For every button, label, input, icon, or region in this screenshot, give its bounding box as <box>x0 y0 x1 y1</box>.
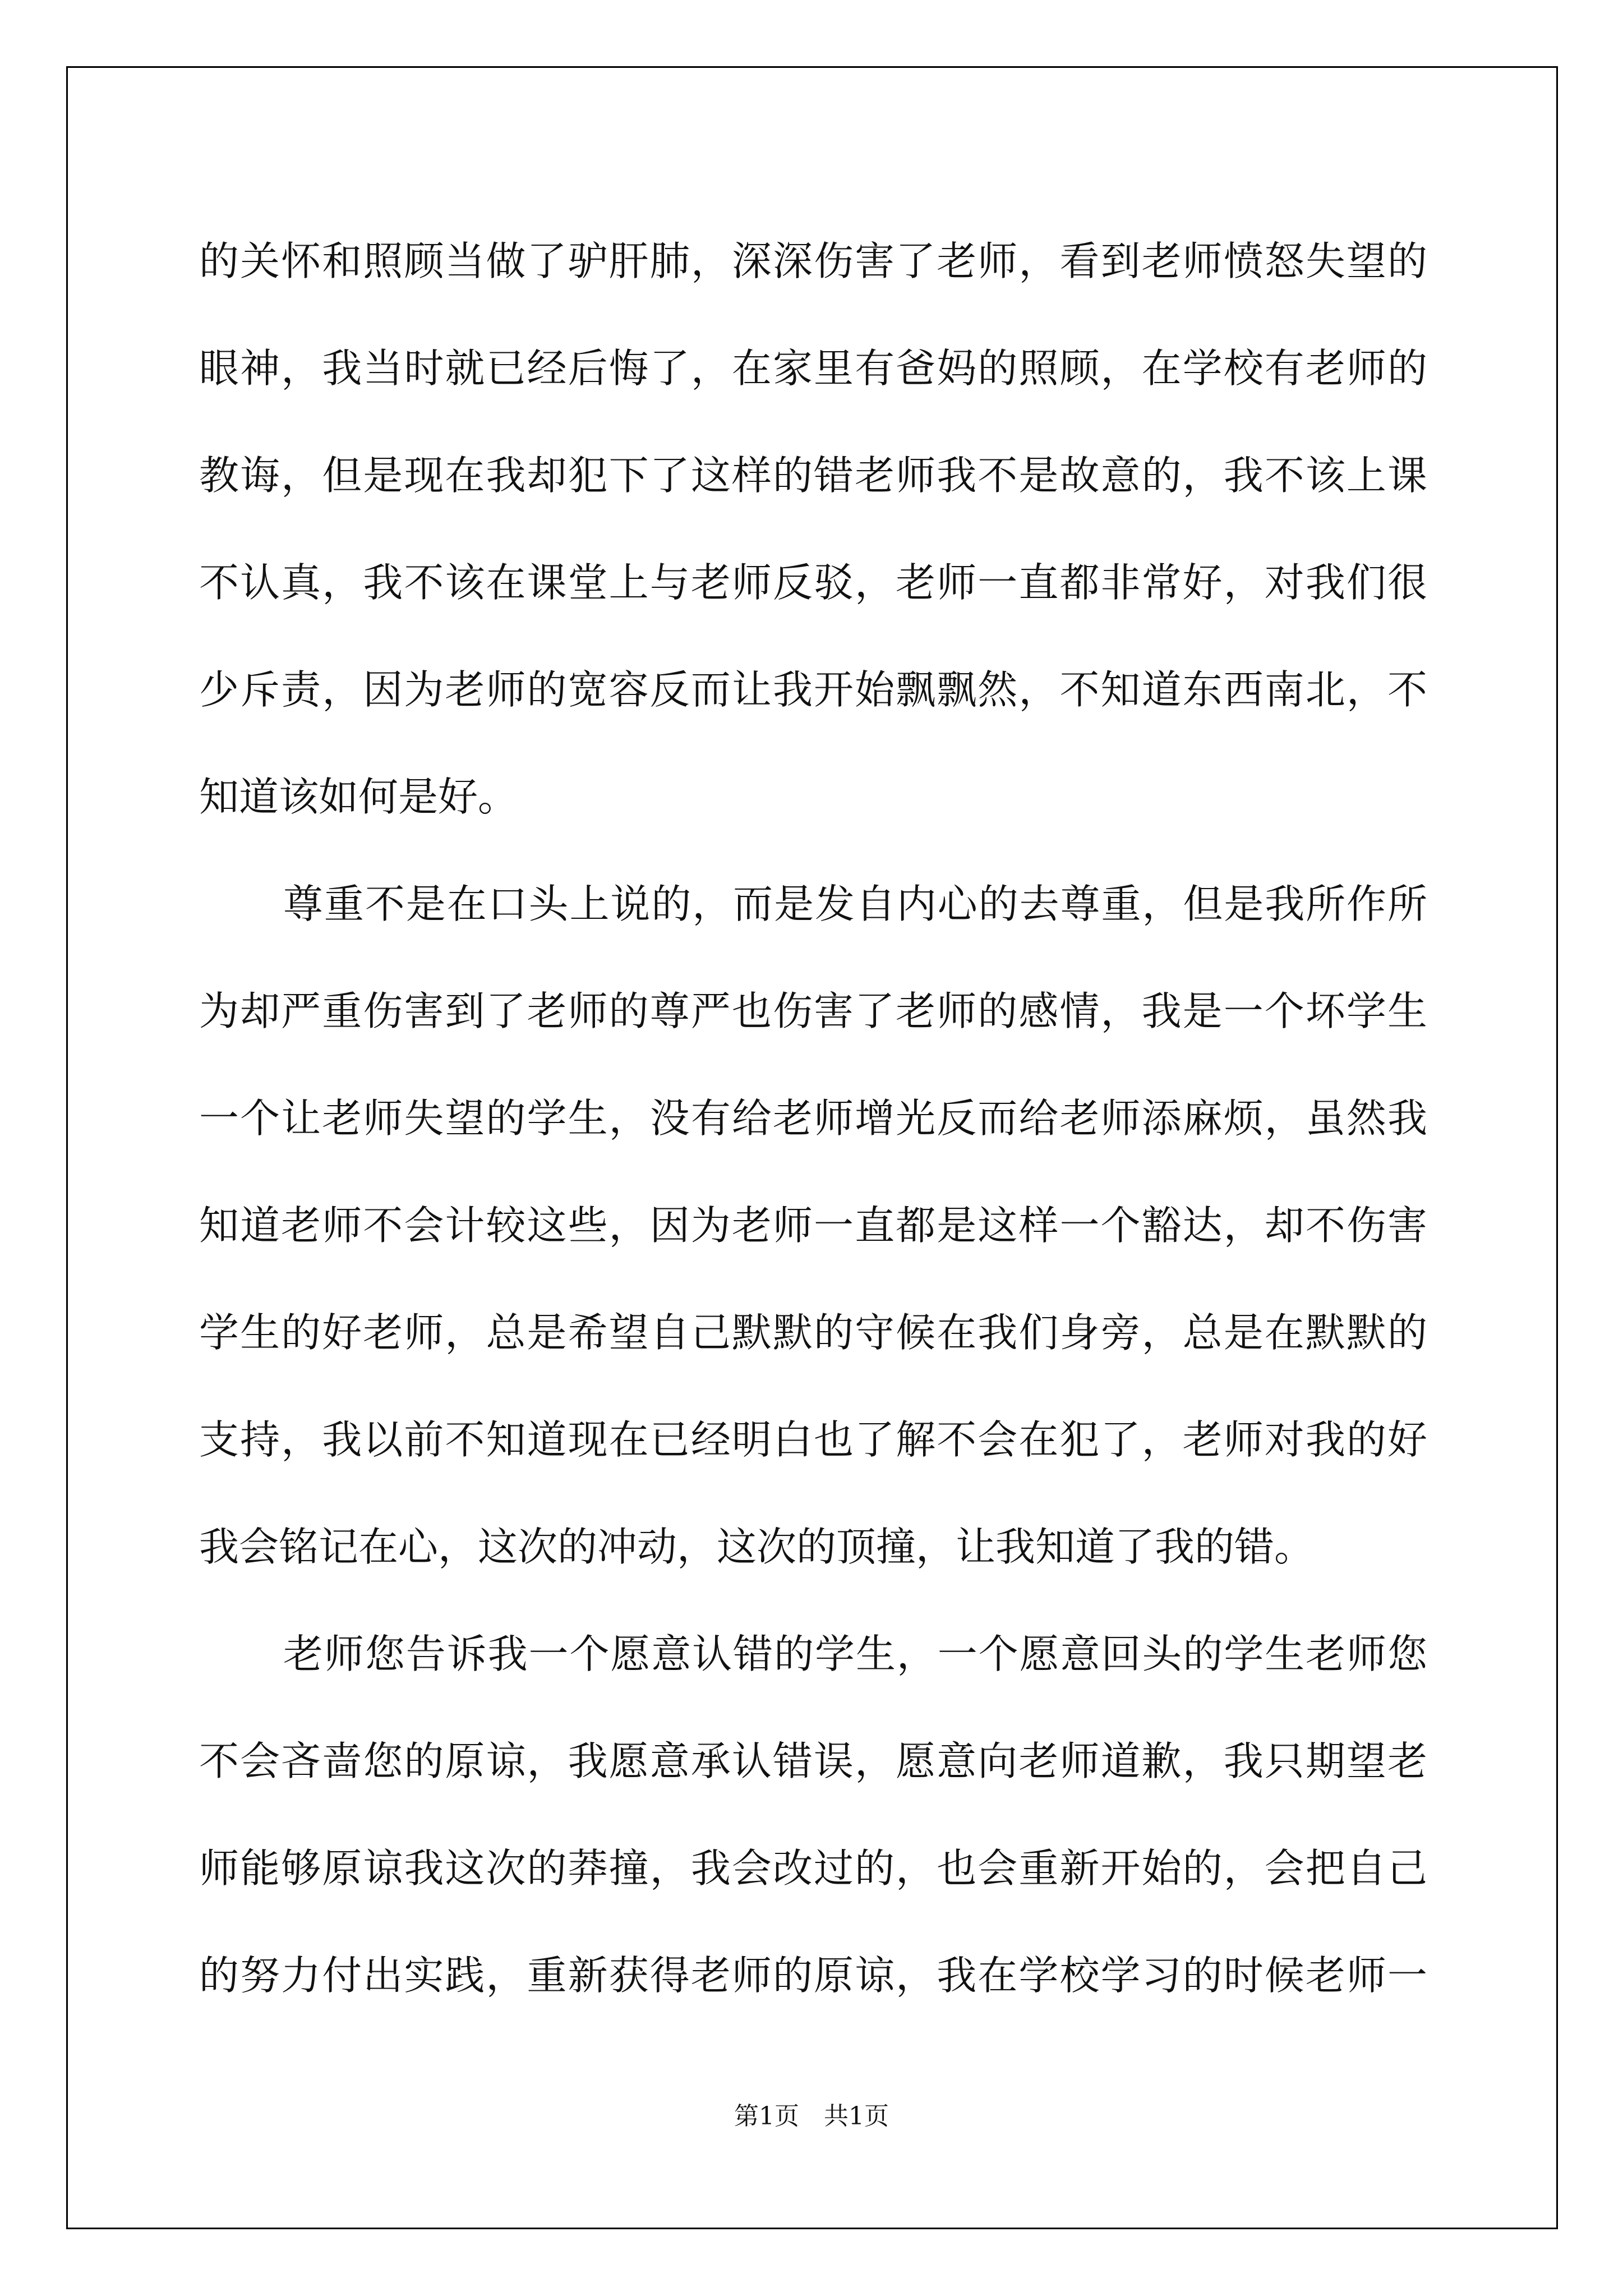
text-line: 不认真，我不该在课堂上与老师反驳，老师一直都非常好，对我们很 <box>199 559 1427 606</box>
page-footer: 第1页 共1页 <box>734 2102 889 2131</box>
text-line: 知道老师不会计较这些，因为老师一直都是这样一个豁达，却不伤害 <box>199 1202 1427 1249</box>
text-line: 我会铭记在心，这次的冲动，这次的顶撞，让我知道了我的错。 <box>199 1524 1315 1570</box>
text-line: 不会吝啬您的原谅，我愿意承认错误，愿意向老师道歉，我只期望老 <box>199 1738 1427 1784</box>
text-line: 支持，我以前不知道现在已经明白也了解不会在犯了，老师对我的好 <box>199 1416 1427 1463</box>
text-line: 学生的好老师，总是希望自己默默的守候在我们身旁，总是在默默的 <box>199 1309 1427 1356</box>
text-line: 知道该如何是好。 <box>199 774 518 820</box>
text-line: 一个让老师失望的学生，没有给老师增光反而给老师添麻烦，虽然我 <box>199 1095 1427 1142</box>
text-line: 师能够原谅我这次的莽撞，我会改过的，也会重新开始的，会把自己 <box>199 1845 1427 1892</box>
text-line: 尊重不是在口头上说的，而是发自内心的去尊重，但是我所作所 <box>283 881 1427 927</box>
document-body <box>199 208 1427 2029</box>
text-line: 少斥责，因为老师的宽容反而让我开始飘飘然，不知道东西南北，不 <box>199 666 1427 713</box>
text-line: 教诲，但是现在我却犯下了这样的错老师我不是故意的，我不该上课 <box>199 452 1427 499</box>
text-line: 为却严重伤害到了老师的尊严也伤害了老师的感情，我是一个坏学生 <box>199 988 1427 1034</box>
text-line: 的关怀和照顾当做了驴肝肺，深深伤害了老师，看到老师愤怒失望的 <box>199 238 1427 284</box>
text-line: 老师您告诉我一个愿意认错的学生，一个愿意回头的学生老师您 <box>283 1631 1427 1677</box>
text-line: 眼神，我当时就已经后悔了，在家里有爸妈的照顾，在学校有老师的 <box>199 345 1427 392</box>
text-line: 的努力付出实践，重新获得老师的原谅，我在学校学习的时候老师一 <box>199 1952 1427 1999</box>
